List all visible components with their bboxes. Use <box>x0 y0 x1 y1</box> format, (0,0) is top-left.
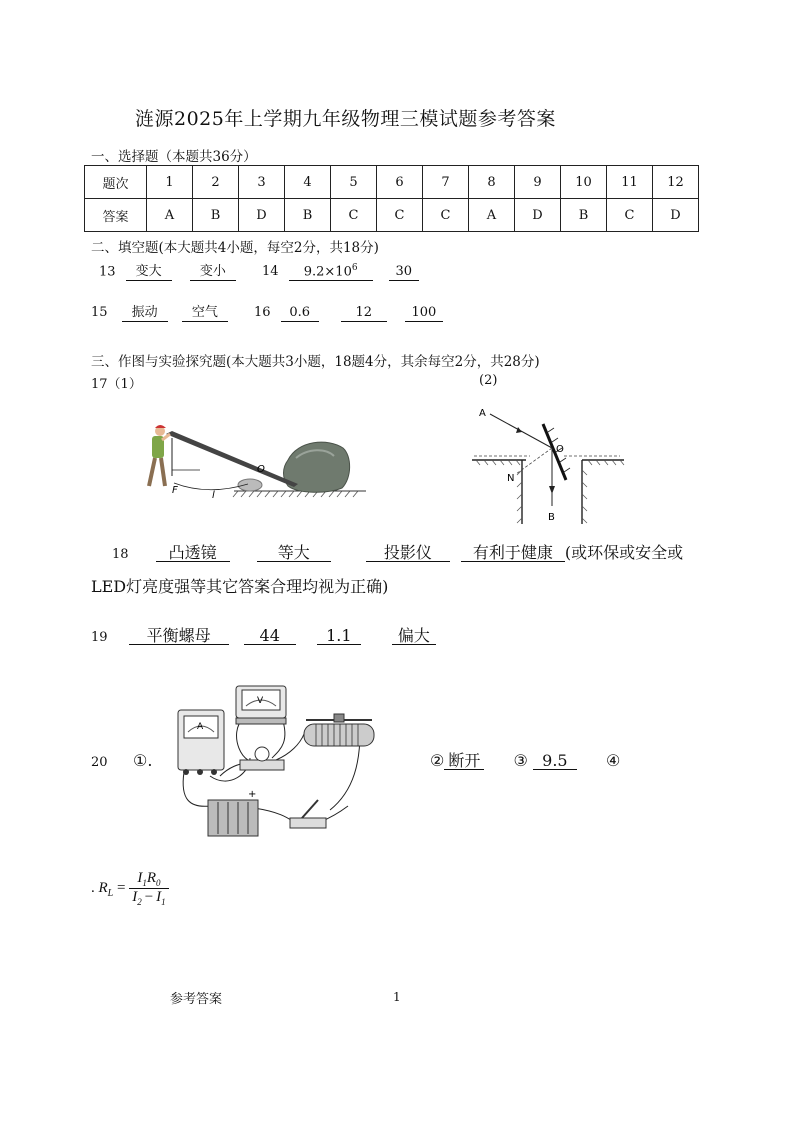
answer-cell: D <box>239 199 285 232</box>
answer-cell: A <box>147 199 193 232</box>
ground-hatching <box>233 491 358 497</box>
answer-cell: D <box>515 199 561 232</box>
question-number-cell: 3 <box>239 166 285 199</box>
answer-cell: C <box>607 199 653 232</box>
q14-answer-1-base: 9.2×10 <box>303 264 352 280</box>
q18-line <box>112 540 683 563</box>
q20-part4-label: ④ <box>605 751 621 770</box>
q18-answer-3: 投影仪 <box>366 545 450 562</box>
question-number-cell: 9 <box>515 166 561 199</box>
q20-number: 20 <box>91 755 108 770</box>
question-number-cell: 10 <box>561 166 607 199</box>
voltmeter-label: V <box>257 696 264 706</box>
q20-part3-label: ③ <box>513 751 528 770</box>
answer-cell: D <box>653 199 699 232</box>
answer-cell: B <box>285 199 331 232</box>
question-number-cell: 5 <box>331 166 377 199</box>
q14-answer-1-exponent: 6 <box>351 263 358 273</box>
formula <box>91 870 169 907</box>
formula-numerator: $I_1R_0$ <box>129 870 168 889</box>
q20-part2-label: ② <box>430 751 445 770</box>
label-o: O <box>257 464 265 475</box>
q18-note-cont: LED灯亮度强等其它答案合理均视为正确) <box>91 577 389 596</box>
q19-line <box>91 626 436 645</box>
label-a: A <box>479 408 486 419</box>
row-header-answer: 答案 <box>85 199 147 232</box>
q13-answer-1: 变大 <box>126 264 172 281</box>
q14-answer-2: 30 <box>389 264 419 281</box>
q19-number: 19 <box>91 630 108 645</box>
q18-number: 18 <box>112 547 129 562</box>
question-number-cell: 8 <box>469 166 515 199</box>
answer-cell: C <box>331 199 377 232</box>
person-cap <box>155 425 166 428</box>
lamp-bulb <box>255 747 269 761</box>
q14-number: 14 <box>261 264 279 280</box>
switch <box>290 818 326 828</box>
page-title: 涟源2025年上学期九年级物理三模试题参考答案 <box>135 108 556 130</box>
wire <box>183 772 210 806</box>
q18-answer-2: 等大 <box>257 545 331 562</box>
formula-equals: = <box>116 879 126 896</box>
q19-answer-3: 1.1 <box>317 628 361 645</box>
q18-answer-4: 有利于健康 <box>461 545 565 562</box>
battery <box>208 800 258 836</box>
lever-diagram <box>138 418 370 504</box>
section1-heading: 一、选择题（本题共36分） <box>91 149 257 165</box>
q19-answer-4: 偏大 <box>392 628 436 645</box>
question-number-cell: 2 <box>193 166 239 199</box>
fulcrum-stone <box>238 479 262 491</box>
answer-cell: A <box>469 199 515 232</box>
q20-part2-answer: 断开 <box>444 753 484 770</box>
label-n: N <box>507 473 515 484</box>
formula-lhs: R <box>98 879 108 896</box>
label-b: B <box>548 512 555 523</box>
question-number-cell: 1 <box>147 166 193 199</box>
q16-number: 16 <box>253 305 271 320</box>
formula-denominator: $I_2 - I_1$ <box>132 889 166 907</box>
section3-heading: 三、作图与实验探究题(本大题共3小题，18题4分，其余每空2分，共28分) <box>91 354 540 370</box>
q15-number: 15 <box>91 305 108 320</box>
q16-answer-3: 100 <box>405 305 443 322</box>
table-row-answers <box>85 199 699 232</box>
q17-label-2: (2) <box>479 373 498 388</box>
q15-16-line <box>91 305 443 322</box>
question-number-cell: 4 <box>285 166 331 199</box>
q20-part1: ①. <box>133 751 153 770</box>
q18-answer-1: 凸透镜 <box>156 545 230 562</box>
label-o: O <box>556 444 564 455</box>
lever-arm-brace <box>174 483 248 490</box>
label-l: l <box>212 490 215 501</box>
q20-part3-answer: 9.5 <box>533 753 577 770</box>
q16-answer-1: 0.6 <box>281 305 319 322</box>
q17-label-1: 17（1） <box>91 377 142 392</box>
circuit-diagram <box>170 680 395 845</box>
formula-lhs-sub: L <box>107 887 114 899</box>
q16-answer-2: 12 <box>341 305 387 322</box>
answer-cell: C <box>423 199 469 232</box>
q18-note: (或环保或安全或 <box>564 543 684 562</box>
answer-table <box>84 165 699 232</box>
section2-heading: 二、填空题(本大题共4小题，每空2分，共18分) <box>91 240 379 256</box>
q19-answer-2: 44 <box>244 628 296 645</box>
q14-answer-1 <box>289 260 373 281</box>
question-number-cell: 7 <box>423 166 469 199</box>
row-header-number: 题次 <box>85 166 147 199</box>
answer-cell: C <box>377 199 423 232</box>
page-number: 1 <box>393 990 401 1004</box>
question-number-cell: 12 <box>653 166 699 199</box>
lever-bar <box>166 431 298 487</box>
q13-answer-2: 变小 <box>190 264 236 281</box>
q15-answer-1: 振动 <box>122 305 168 322</box>
ammeter-label: A <box>197 722 204 732</box>
battery-plus: + <box>248 789 257 800</box>
question-number-cell: 11 <box>607 166 653 199</box>
table-row-numbers <box>85 166 699 199</box>
formula-fraction <box>129 870 168 907</box>
answer-cell: B <box>193 199 239 232</box>
rheostat <box>304 724 374 746</box>
formula-lead: . <box>91 879 95 896</box>
q15-answer-2: 空气 <box>182 305 228 322</box>
answer-cell: B <box>561 199 607 232</box>
footer-label: 参考答案 <box>170 992 223 1007</box>
q13-number: 13 <box>99 264 116 280</box>
q13-14-line <box>99 260 419 281</box>
question-number-cell: 6 <box>377 166 423 199</box>
label-f: F <box>172 485 178 496</box>
q19-answer-1: 平衡螺母 <box>129 628 229 645</box>
q20-parts-line <box>430 751 620 770</box>
mirror-reflection-diagram <box>468 402 628 527</box>
